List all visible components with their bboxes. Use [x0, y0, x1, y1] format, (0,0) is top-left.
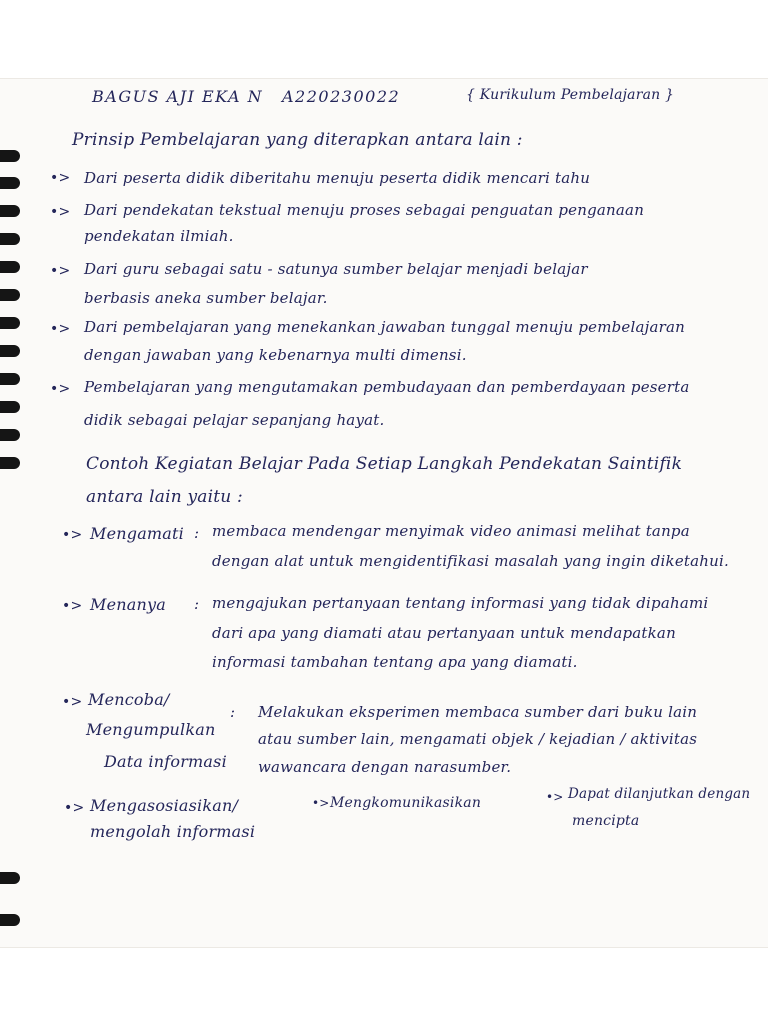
binding-ring	[0, 261, 20, 273]
bullet-arrow-icon: •>	[62, 527, 83, 543]
section-title-prinsip: Prinsip Pembelajaran yang diterapkan antara lain :	[72, 130, 523, 150]
activity-desc-line: mengajukan pertanyaan tentang informasi yang tidak dipahami	[212, 594, 709, 612]
activity-desc-line: wawancara dengan narasumber.	[258, 758, 512, 776]
activity-desc-line: atau sumber lain, mengamati objek / kejadian / aktivitas	[258, 730, 698, 748]
spiral-binding	[0, 78, 30, 948]
list-item-line: pendekatan ilmiah.	[84, 227, 234, 245]
section-title-contoh-line2: antara lain yaitu :	[86, 487, 243, 507]
binding-ring	[0, 317, 20, 329]
activity-desc-line: membaca mendengar menyimak video animasi melihat tanpa	[212, 522, 690, 540]
section-title-contoh: Contoh Kegiatan Belajar Pada Setiap Langkah Pendekatan Saintifik	[86, 454, 683, 474]
bullet-arrow-icon: •>	[50, 263, 71, 279]
bullet-arrow-icon: •>	[50, 321, 71, 337]
activity-desc-line: Melakukan eksperimen membaca sumber dari buku lain	[258, 703, 698, 721]
binding-ring	[0, 289, 20, 301]
list-item-line: Pembelajaran yang mengutamakan pembudayaan dan pemberdayaan peserta	[84, 378, 690, 396]
activity-colon: :	[194, 595, 200, 613]
list-item-line: Dari pembelajaran yang menekankan jawaban tunggal menuju pembelajaran	[84, 318, 686, 336]
bullet-arrow-icon: •>	[50, 381, 71, 397]
bullet-arrow-icon: •>	[312, 796, 330, 810]
bullet-arrow-icon: •>	[62, 694, 83, 710]
activity-label: Menanya	[90, 595, 166, 614]
binding-ring	[0, 177, 20, 189]
bullet-arrow-icon: •>	[62, 598, 83, 614]
binding-ring	[0, 457, 20, 469]
activity-label: Mengkomunikasikan	[330, 795, 482, 811]
activity-label: mengolah informasi	[90, 822, 256, 841]
activity-desc-line: dari apa yang diamati atau pertanyaan untuk mendapatkan	[212, 624, 676, 642]
student-id: A220230022	[282, 87, 401, 106]
activity-label: Mengumpulkan	[86, 720, 216, 739]
binding-ring	[0, 233, 20, 245]
binding-ring	[0, 914, 20, 926]
list-item-line: dengan jawaban yang kebenarnya multi dimensi.	[84, 346, 467, 364]
activity-desc-line: Dapat dilanjutkan dengan	[568, 786, 751, 802]
list-item-line: berbasis aneka sumber belajar.	[84, 289, 328, 307]
list-item-line: Dari pendekatan tekstual menuju proses sebagai penguatan penganaan	[84, 201, 645, 219]
activity-desc-line: mencipta	[572, 813, 640, 829]
bullet-arrow-icon: •>	[546, 790, 564, 804]
bullet-arrow-icon: •>	[64, 800, 85, 816]
activity-label: Mengamati	[90, 524, 184, 543]
activity-colon: :	[194, 524, 200, 542]
bullet-arrow-icon: •>	[50, 170, 71, 186]
activity-label: Mencoba/	[88, 690, 170, 709]
activity-label: Mengasosiasikan/	[90, 796, 239, 815]
activity-desc-line: dengan alat untuk mengidentifikasi masalah yang ingin diketahui.	[212, 552, 729, 570]
binding-ring	[0, 429, 20, 441]
list-item-line: didik sebagai pelajar sepanjang hayat.	[84, 411, 385, 429]
binding-ring	[0, 401, 20, 413]
list-item-line: Dari guru sebagai satu - satunya sumber belajar menjadi belajar	[84, 260, 588, 278]
binding-ring	[0, 150, 20, 162]
activity-label: Data informasi	[104, 752, 227, 771]
activity-desc-line: informasi tambahan tentang apa yang diamati.	[212, 653, 578, 671]
activity-colon: :	[230, 703, 236, 721]
binding-ring	[0, 872, 20, 884]
binding-ring	[0, 205, 20, 217]
bullet-arrow-icon: •>	[50, 204, 71, 220]
list-item-line: Dari peserta didik diberitahu menuju peserta didik mencari tahu	[84, 169, 591, 187]
subject-title: { Kurikulum Pembelajaran }	[466, 87, 675, 103]
binding-ring	[0, 345, 20, 357]
binding-ring	[0, 373, 20, 385]
student-name: BAGUS AJI EKA N	[92, 87, 264, 106]
